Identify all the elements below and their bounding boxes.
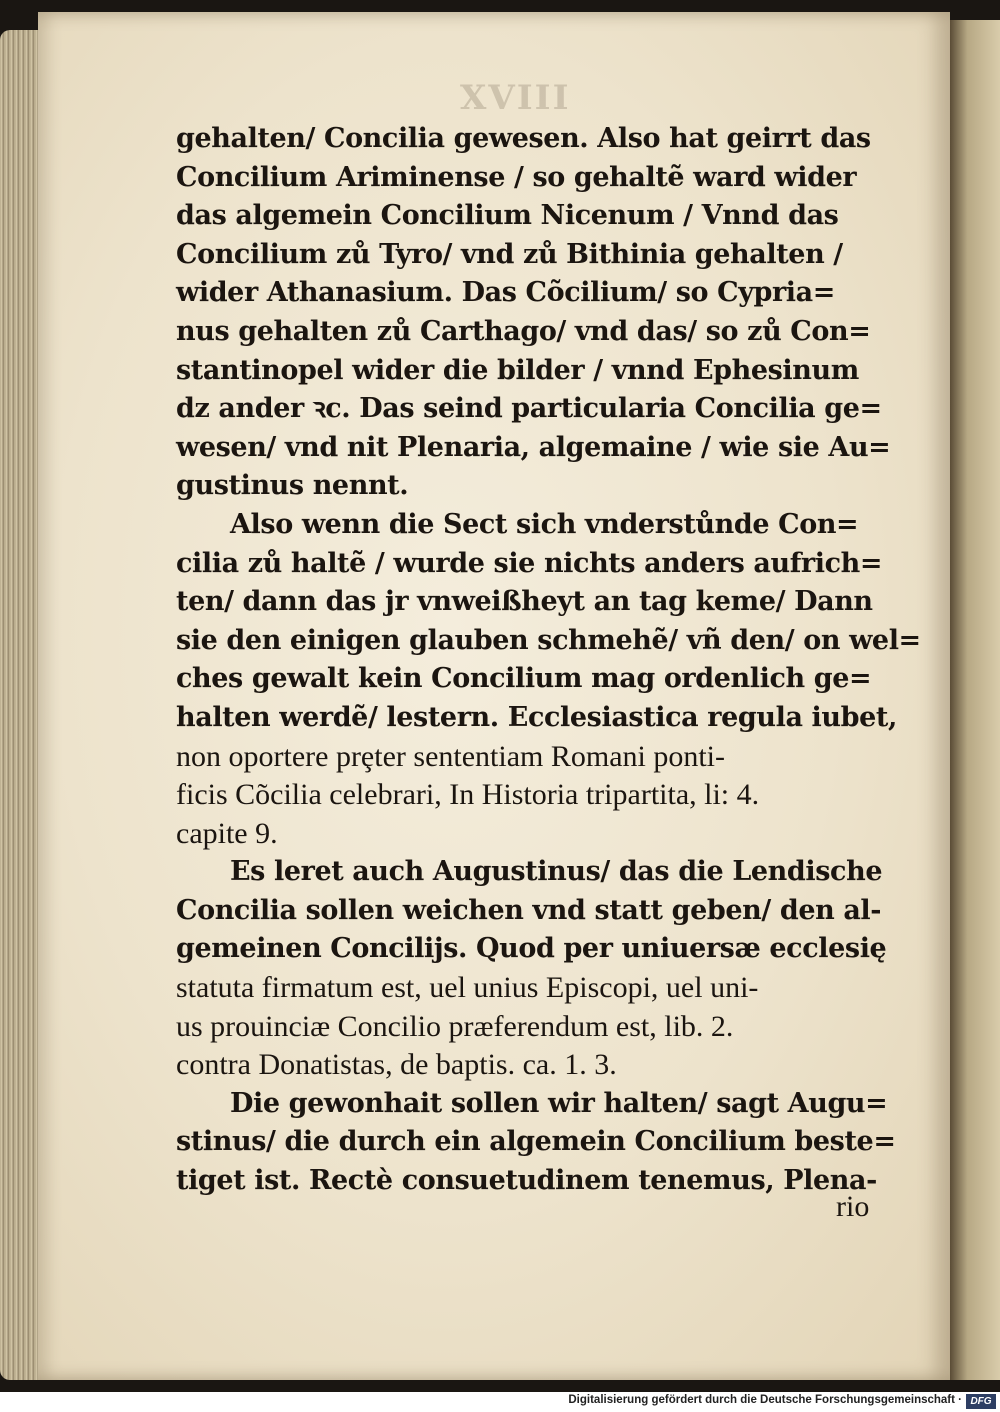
text-line: gemeinen Concilijs. Quod per uniuersæ ecclesię xyxy=(176,933,887,965)
text-line: wider Athanasium. Das Cõcilium/ so Cypria= xyxy=(176,277,835,309)
text-line: Concilia sollen weichen vnd statt geben/ den al- xyxy=(176,894,882,926)
dfg-logo[interactable]: DFG xyxy=(966,1394,996,1409)
facing-page-edge xyxy=(950,20,1000,1380)
text-line: ten/ dann das jr vnweißheyt an tag keme/ Dann xyxy=(176,586,873,618)
running-head: XVIII xyxy=(460,78,571,118)
text-line: ficis Cõcilia celebrari, In Historia tripartita, li: 4. xyxy=(176,778,760,812)
text-line: ches gewalt kein Concilium mag ordenlich ge= xyxy=(176,663,872,695)
text-line: stantinopel wider die bilder / vnnd Ephesinum xyxy=(176,354,859,386)
text-line: halten werdẽ/ lestern. Ecclesiastica regula iubet, xyxy=(176,701,897,733)
text-line: us prouinciæ Concilio præferendum est, lib. 2. xyxy=(176,1009,734,1043)
text-line: tiget ist. Rectè consuetudinem tenemus, Plena- xyxy=(176,1165,877,1197)
text-line: statuta firmatum est, uel unius Episcopi, uel uni- xyxy=(176,971,759,1005)
text-line: Concilium zů Tyro/ vnd zů Bithinia gehalten / xyxy=(176,238,843,270)
text-line: gehalten/ Concilia gewesen. Also hat geirrt das xyxy=(176,123,871,154)
text-line: cilia zů haltẽ / wurde sie nichts anders aufrich= xyxy=(176,547,883,579)
text-line: non oportere prȩter sententiam Romani ponti- xyxy=(176,739,726,773)
text-line: Die gewonhait sollen wir halten/ sagt Augu= xyxy=(230,1087,888,1119)
catchword: rio xyxy=(836,1190,870,1223)
footer-bar xyxy=(0,1392,1000,1412)
text-line: Es leret auch Augustinus/ das die Lendische xyxy=(230,856,883,888)
text-line: sie den einigen glauben schmehẽ/ vñ den/ on wel= xyxy=(176,624,921,656)
text-line: Also wenn die Sect sich vnderstůnde Con= xyxy=(230,508,859,540)
text-block xyxy=(176,120,921,1201)
text-line: contra Donatistas, de baptis. ca. 1. 3. xyxy=(176,1048,617,1082)
funding-credit: Digitalisierung gefördert durch die Deutsche Forschungsgemeinschaft · xyxy=(568,1394,962,1406)
text-line: dz ander ꝛc. Das seind particularia Concilia ge= xyxy=(176,393,882,425)
text-line: Concilium Ariminense / so gehaltẽ ward wider xyxy=(176,161,857,193)
text-line: wesen/ vnd nit Plenaria, algemaine / wie sie Au= xyxy=(176,431,891,463)
text-line: nus gehalten zů Carthago/ vnd das/ so zů Con= xyxy=(176,315,871,347)
text-line: das algemein Concilium Nicenum / Vnnd das xyxy=(176,200,839,232)
text-line: capite 9. xyxy=(176,816,278,850)
text-line: stinus/ die durch ein algemein Concilium beste= xyxy=(176,1126,896,1158)
text-line: gustinus nennt. xyxy=(176,470,409,502)
